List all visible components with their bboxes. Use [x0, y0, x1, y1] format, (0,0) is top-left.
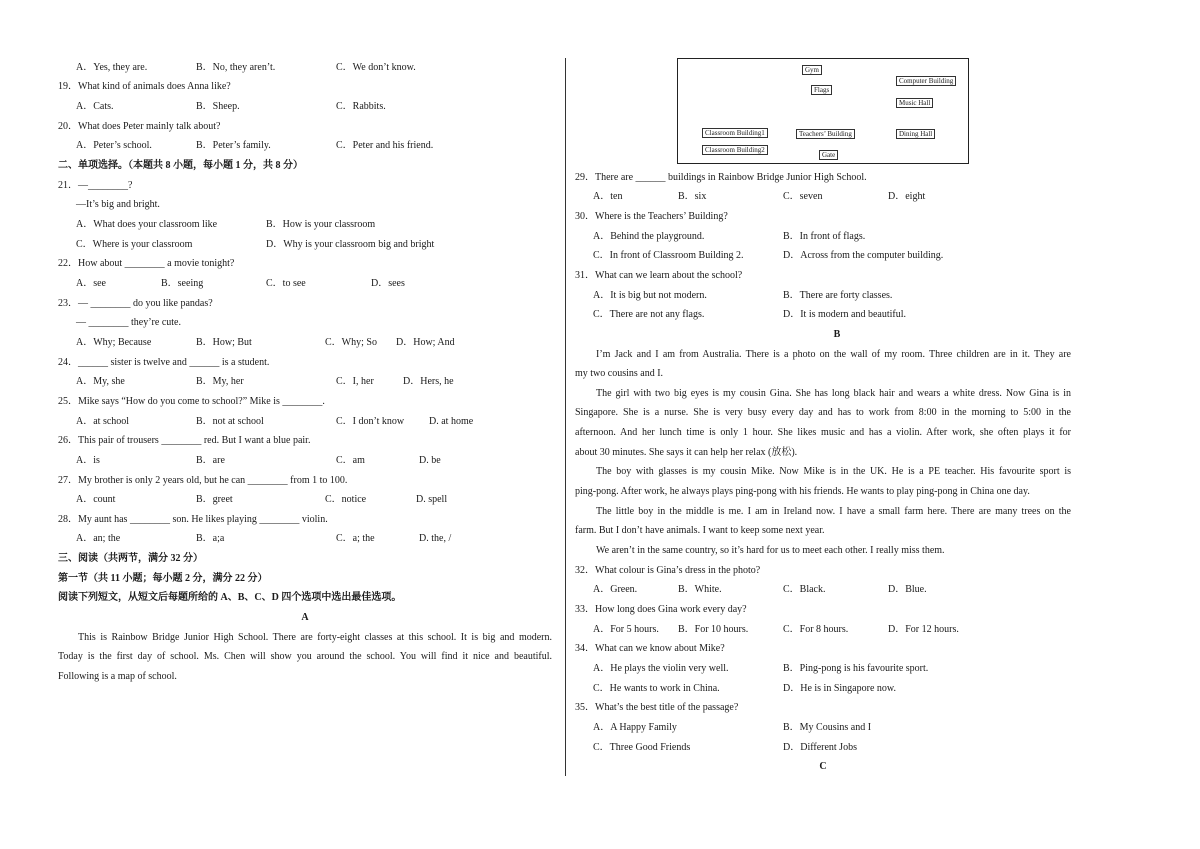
q21-option-b[interactable]: B．How is your classroom: [266, 219, 376, 230]
q20-option-a[interactable]: A．Peter’s school.: [76, 140, 152, 151]
q33-option-b[interactable]: B．For 10 hours.: [678, 624, 749, 635]
q18-option-c[interactable]: C．We don’t know.: [336, 62, 416, 73]
q23-option-a[interactable]: A．Why; Because: [76, 337, 152, 348]
map-computer-building: Computer Building: [896, 76, 956, 86]
q21-option-d[interactable]: D．Why is your classroom big and bright: [266, 239, 435, 250]
passage-a-line-2: Today is the first day of school. Ms. Chen will show you around the school. You will find it nice and beautiful.: [58, 651, 552, 662]
part1-title: 第一节（共 11 小题；每小题 2 分，满分 22 分）: [58, 573, 268, 584]
passage-b-line-2: my two cousins and I.: [575, 368, 664, 379]
passage-a-label: A: [301, 612, 309, 623]
q22-option-c[interactable]: C．to see: [266, 278, 306, 289]
q23-reply: — ________ they’re cute.: [76, 317, 181, 328]
q23-option-c[interactable]: C．Why; So: [325, 337, 377, 348]
q18-option-a[interactable]: A．Yes, they are.: [76, 62, 148, 73]
q24-option-b[interactable]: B．My, her: [196, 376, 244, 387]
q23-stem: 23．— ________ do you like pandas?: [58, 298, 213, 309]
q24-option-c[interactable]: C．I, her: [336, 376, 374, 387]
q21-option-a[interactable]: A．What does your classroom like: [76, 219, 218, 230]
q27-stem: 27．My brother is only 2 years old, but he can ________ from 1 to 100.: [58, 475, 348, 486]
q29-option-d[interactable]: D．eight: [888, 191, 926, 202]
passage-a-line-3: Following is a map of school.: [58, 671, 177, 682]
q31-option-d[interactable]: D．It is modern and beautiful.: [783, 309, 907, 320]
q26-option-d[interactable]: D. be: [419, 455, 441, 466]
q31-stem: 31．What can we learn about the school?: [575, 270, 743, 281]
passage-b-line-11: We aren’t in the same country, so it’s hard for us to meet each other. I really miss them.: [596, 545, 945, 556]
passage-b-line-6: about 30 minutes. She says it can help her relax (放松).: [575, 447, 798, 458]
q26-option-c[interactable]: C．am: [336, 455, 365, 466]
q33-stem: 33．How long does Gina work every day?: [575, 604, 747, 615]
passage-b-line-4: Singapore. She is a nurse. She is very busy every day and has to work from 8:00 in the morning to 5:00 in the: [575, 407, 1071, 418]
q20-option-c[interactable]: C．Peter and his friend.: [336, 140, 434, 151]
q35-option-a[interactable]: A．A Happy Family: [593, 722, 677, 733]
q29-stem: 29．There are ______ buildings in Rainbow Bridge Junior High School.: [575, 172, 867, 183]
map-dining-hall: Dining Hall: [896, 129, 935, 139]
passage-b-line-10: farm. But I don’t have animals. I want to keep some next year.: [575, 525, 825, 536]
q22-option-d[interactable]: D．sees: [371, 278, 405, 289]
map-flags: Flags: [811, 85, 832, 95]
school-map: [677, 58, 969, 164]
q32-stem: 32．What colour is Gina’s dress in the photo?: [575, 565, 761, 576]
q30-option-d[interactable]: D．Across from the computer building.: [783, 250, 944, 261]
q22-stem: 22．How about ________ a movie tonight?: [58, 258, 235, 269]
q27-option-d[interactable]: D. spell: [416, 494, 448, 505]
q21-stem: 21．—________?: [58, 180, 133, 191]
passage-c-label: C: [819, 761, 827, 772]
q33-option-a[interactable]: A．For 5 hours.: [593, 624, 659, 635]
q19-stem: 19．What kind of animals does Anna like?: [58, 81, 231, 92]
q35-option-d[interactable]: D．Different Jobs: [783, 742, 857, 753]
q22-option-b[interactable]: B．seeing: [161, 278, 204, 289]
q23-option-d[interactable]: D．How; And: [396, 337, 455, 348]
passage-b-line-8: ping-pong. After work, he always plays ping-pong with his friends. He wants to play ping-pong in China one day.: [575, 486, 1030, 497]
q30-option-c[interactable]: C．In front of Classroom Building 2.: [593, 250, 744, 261]
q24-option-d[interactable]: D．Hers, he: [403, 376, 454, 387]
q18-option-b[interactable]: B．No, they aren’t.: [196, 62, 276, 73]
q25-option-d[interactable]: D. at home: [429, 416, 474, 427]
q30-option-b[interactable]: B．In front of flags.: [783, 231, 866, 242]
q21-reply: —It’s big and bright.: [76, 199, 160, 210]
q22-option-a[interactable]: A．see: [76, 278, 106, 289]
map-classroom-building-2: Classroom Building2: [702, 145, 768, 155]
q25-stem: 25．Mike says “How do you come to school?” Mike is ________.: [58, 396, 325, 407]
q21-option-c[interactable]: C．Where is your classroom: [76, 239, 193, 250]
reading-instruction: 阅读下列短文，从短文后每题所给的 A、B、C、D 四个选项中选出最佳选项。: [58, 592, 402, 603]
q34-option-b[interactable]: B．Ping-pong is his favourite sport.: [783, 663, 929, 674]
q29-option-c[interactable]: C．seven: [783, 191, 823, 202]
q33-option-c[interactable]: C．For 8 hours.: [783, 624, 849, 635]
q26-option-b[interactable]: B．are: [196, 455, 225, 466]
q32-option-c[interactable]: C．Black.: [783, 584, 826, 595]
passage-b-line-9: The little boy in the middle is me. I am in Ireland now. I have a small farm here. There are many trees on the: [596, 506, 1071, 517]
map-teachers-building: Teachers’ Building: [796, 129, 855, 139]
q35-option-c[interactable]: C．Three Good Friends: [593, 742, 691, 753]
q24-option-a[interactable]: A．My, she: [76, 376, 125, 387]
column-divider: [565, 58, 566, 776]
q26-stem: 26．This pair of trousers ________ red. But I want a blue pair.: [58, 435, 311, 446]
map-gym: Gym: [802, 65, 822, 75]
q28-option-d[interactable]: D. the, /: [419, 533, 452, 544]
q35-option-b[interactable]: B．My Cousins and I: [783, 722, 872, 733]
section2-title: 二、单项选择。（本题共 8 小题，每小题 1 分，共 8 分）: [58, 160, 303, 171]
q33-option-d[interactable]: D．For 12 hours.: [888, 624, 959, 635]
q35-stem: 35．What’s the best title of the passage?: [575, 702, 739, 713]
map-gate: Gate: [819, 150, 838, 160]
q19-option-c[interactable]: C．Rabbits.: [336, 101, 386, 112]
passage-b-label: B: [833, 329, 841, 340]
q27-option-c[interactable]: C．notice: [325, 494, 367, 505]
q28-option-a[interactable]: A．an; the: [76, 533, 121, 544]
q27-option-a[interactable]: A．count: [76, 494, 116, 505]
q25-option-c[interactable]: C．I don’t know: [336, 416, 405, 427]
passage-a-line-1: This is Rainbow Bridge Junior High School. There are forty-eight classes at this school. It is big and modern.: [78, 632, 552, 643]
q28-option-c[interactable]: C．a; the: [336, 533, 375, 544]
q31-option-a[interactable]: A．It is big but not modern.: [593, 290, 707, 301]
q25-option-a[interactable]: A．at school: [76, 416, 130, 427]
q29-option-a[interactable]: A．ten: [593, 191, 623, 202]
q23-option-b[interactable]: B．How; But: [196, 337, 252, 348]
q20-option-b[interactable]: B．Peter’s family.: [196, 140, 271, 151]
q25-option-b[interactable]: B．not at school: [196, 416, 264, 427]
q30-option-a[interactable]: A．Behind the playground.: [593, 231, 705, 242]
q32-option-b[interactable]: B．White.: [678, 584, 722, 595]
q31-option-b[interactable]: B．There are forty classes.: [783, 290, 893, 301]
map-music-hall: Music Hall: [896, 98, 933, 108]
q28-stem: 28．My aunt has ________ son. He likes playing ________ violin.: [58, 514, 328, 525]
q29-option-b[interactable]: B．six: [678, 191, 707, 202]
passage-b-line-3: The girl with two big eyes is my cousin Gina. She has long black hair and wears a white dress. Now Gina is in: [596, 388, 1071, 399]
q34-stem: 34．What can we know about Mike?: [575, 643, 725, 654]
q27-option-b[interactable]: B．greet: [196, 494, 233, 505]
q19-option-a[interactable]: A．Cats.: [76, 101, 114, 112]
q19-option-b[interactable]: B．Sheep.: [196, 101, 240, 112]
q28-option-b[interactable]: B．a;a: [196, 533, 225, 544]
q34-option-c[interactable]: C．He wants to work in China.: [593, 683, 720, 694]
q30-stem: 30．Where is the Teachers’ Building?: [575, 211, 728, 222]
q26-option-a[interactable]: A．is: [76, 455, 100, 466]
q32-option-a[interactable]: A．Green.: [593, 584, 638, 595]
q34-option-a[interactable]: A．He plays the violin very well.: [593, 663, 729, 674]
passage-b-line-7: The boy with glasses is my cousin Mike. Now Mike is in the UK. He is a PE teacher. His favourite sport is: [596, 466, 1071, 477]
q34-option-d[interactable]: D．He is in Singapore now.: [783, 683, 896, 694]
q32-option-d[interactable]: D．Blue.: [888, 584, 927, 595]
q31-option-c[interactable]: C．There are not any flags.: [593, 309, 705, 320]
section3-title: 三、阅读（共两节，满分 32 分）: [58, 553, 203, 564]
map-classroom-building-1: Classroom Building1: [702, 128, 768, 138]
q24-stem: 24．______ sister is twelve and ______ is a student.: [58, 357, 270, 368]
passage-b-line-1: I’m Jack and I am from Australia. There is a photo on the wall of my room. Three children are in it. They are: [596, 349, 1071, 360]
q20-stem: 20．What does Peter mainly talk about?: [58, 121, 221, 132]
passage-b-line-5: afternoon. And her lunch time is only 1 hour. She likes music and has a violin. After work, she often plays it for: [575, 427, 1071, 438]
